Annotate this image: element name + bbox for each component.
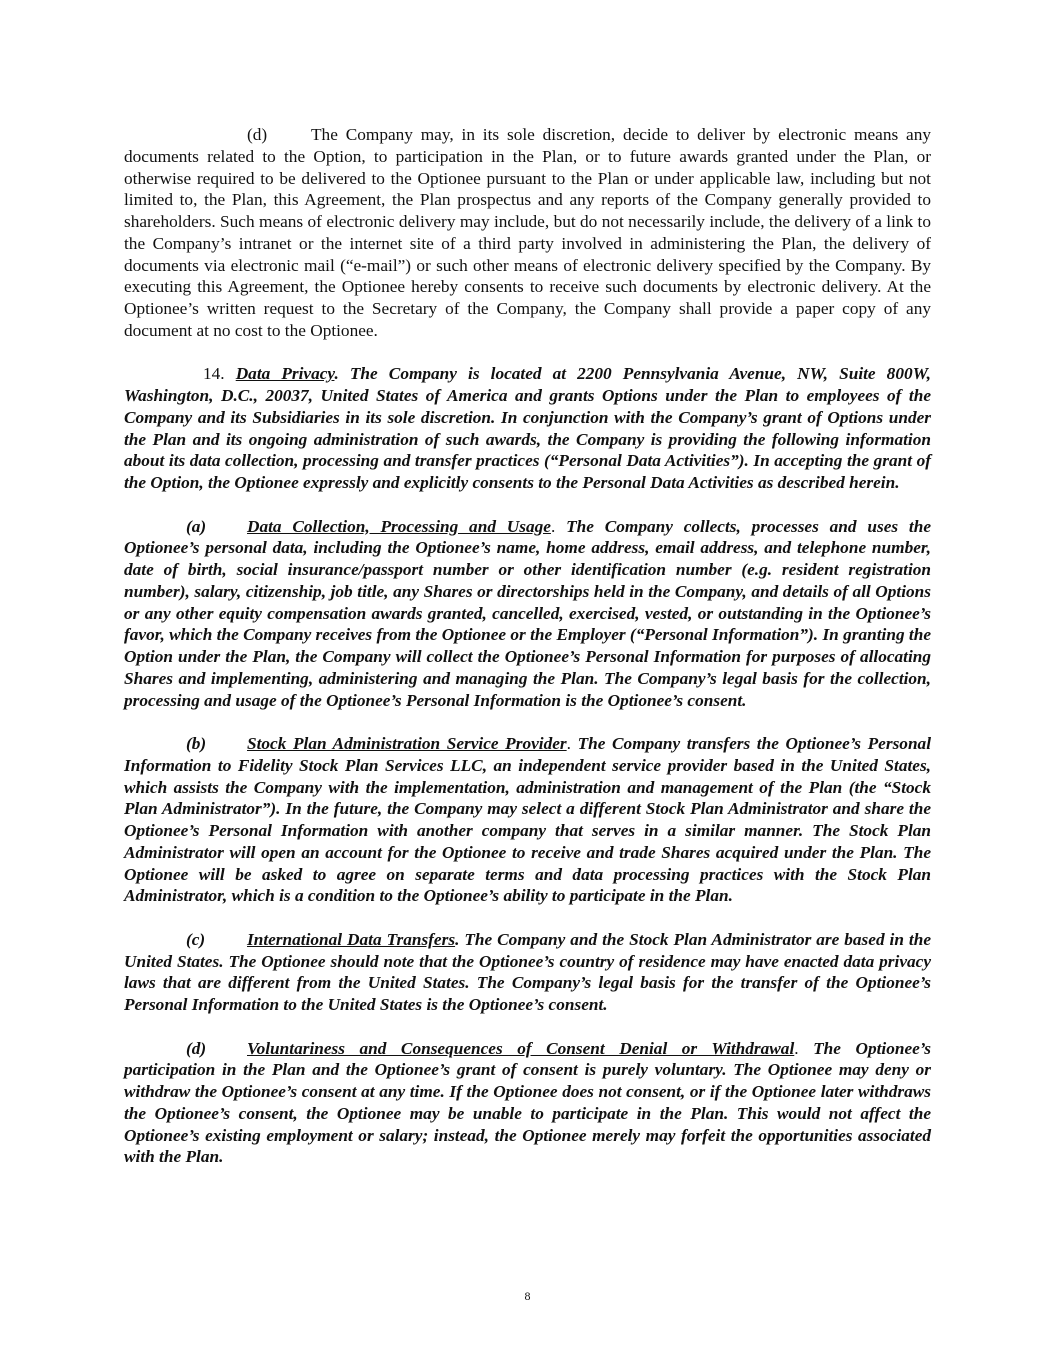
- section-heading: Data Privacy: [235, 364, 335, 384]
- heading-suffix: .: [794, 1038, 799, 1058]
- paragraph-14c: [124, 929, 931, 1016]
- paragraph-body: The Optionee’s participation in the Plan and the Optionee’s grant of consent is purely voluntary. The Optionee may deny or withdraw the Optionee’s consent at any time. If the Optionee does not consent, or if the Optionee later withdraws the Optionee’s consent, the Optionee may be unable to participate in the Plan. This would not affect the Optionee’s existing employment or salary; instead, the Optionee merely may forfeit the opportunities associated with the Plan.: [124, 1038, 931, 1167]
- paragraph-label: (d): [186, 1038, 207, 1058]
- paragraph-14b: [124, 733, 931, 907]
- paragraph-14d: [124, 1038, 931, 1169]
- subsection-heading: International Data Transfers: [247, 929, 456, 949]
- paragraph-13d: [124, 124, 931, 342]
- paragraph-body: The Company collects, processes and uses the Optionee’s personal data, including the Optionee’s name, home address, email address, and telephone number, date of birth, social insurance/passport number or other identification number (e.g. resident registration number), salary, citizenship, job title, any Shares or directorships held in the Company, and details of all Options or any other equity compensation awards granted, cancelled, exercised, vested, or outstanding in the Optionee’s favor, which the Company receives from the Optionee or the Employer (“Personal Information”). In granting the Option under the Plan, the Company will collect the Optionee’s Personal Information for purposes of allocating Shares and implementing, administering and managing the Plan. The Company’s legal basis for the collection, processing and usage of the Optionee’s Personal Information is the Optionee’s consent.: [124, 516, 931, 710]
- page-number: 8: [524, 1289, 531, 1303]
- subsection-heading: Data Collection, Processing and Usage: [247, 516, 551, 536]
- heading-suffix: .: [566, 734, 571, 753]
- paragraph-body: The Company and the Stock Plan Administrator are based in the United States. The Optionee should note that the Optionee’s country of residence may have enacted data privacy laws that are different from the United States. The Company’s legal basis for the transfer of the Optionee’s Personal Information to the United States is the Optionee’s consent.: [124, 929, 931, 1014]
- paragraph-label: (a): [186, 516, 207, 536]
- paragraph-body: The Company may, in its sole discretion, decide to deliver by electronic means any documents related to the Option, to participation in the Plan, or to future awards granted under the Plan, or otherwise required to be delivered to the Optionee pursuant to the Plan or under applicable law, including but not limited to, the Plan, this Agreement, the Plan prospectus and any reports of the Company generally provided to shareholders. Such means of electronic delivery may include, but do not necessarily include, the delivery of a link to the Company’s intranet or the internet site of a third party involved in administering the Plan, the delivery of documents via electronic mail (“e-mail”) or such other means of electronic delivery specified by the Company. By executing this Agreement, the Optionee hereby consents to receive such documents by electronic delivery. At the Optionee’s written request to the Secretary of the Company, the Company shall provide a paper copy of any document at no cost to the Optionee.: [124, 125, 931, 340]
- heading-suffix: .: [334, 364, 339, 384]
- paragraph-14-data-privacy: [124, 363, 931, 494]
- paragraph-label: (b): [186, 734, 207, 753]
- paragraph-14a: [124, 516, 931, 712]
- subsection-heading: Voluntariness and Consequences of Consent Denial or Withdrawal: [247, 1038, 795, 1058]
- paragraph-body: The Company is located at 2200 Pennsylvania Avenue, NW, Suite 800W, Washington, D.C., 20037, United States of America and grants Options under the Plan to employees of the Company and its Subsidiaries in its sole discretion. In conjunction with the Company’s grant of Options under the Plan and its ongoing administration of such awards, the Company is providing the following information about its data collection, processing and transfer practices (“Personal Data Activities”). In accepting the grant of the Option, the Optionee expressly and explicitly consents to the Personal Data Activities as described herein.: [124, 364, 931, 492]
- subsection-heading: Stock Plan Administration Service Provider: [247, 734, 567, 753]
- document-page: [124, 124, 931, 1190]
- paragraph-label: (d): [247, 125, 268, 144]
- heading-suffix: .: [455, 929, 460, 949]
- paragraph-body: The Company transfers the Optionee’s Personal Information to Fidelity Stock Plan Services LLC, an independent service provider based in the United States, which assists the Company with the implementation, administration and management of the Plan (the “Stock Plan Administrator”). In the future, the Company may select a different Stock Plan Administrator and share the Optionee’s Personal Information with another company that serves in a similar manner. The Stock Plan Administrator will open an account for the Optionee to receive and trade Shares acquired under the Plan. The Optionee will be asked to agree on separate terms and data processing practices with the Stock Plan Administrator, which is a condition to the Optionee’s ability to participate in the Plan.: [124, 734, 931, 906]
- section-number: 14.: [203, 364, 225, 384]
- heading-suffix: .: [550, 516, 556, 536]
- paragraph-label: (c): [186, 929, 206, 949]
